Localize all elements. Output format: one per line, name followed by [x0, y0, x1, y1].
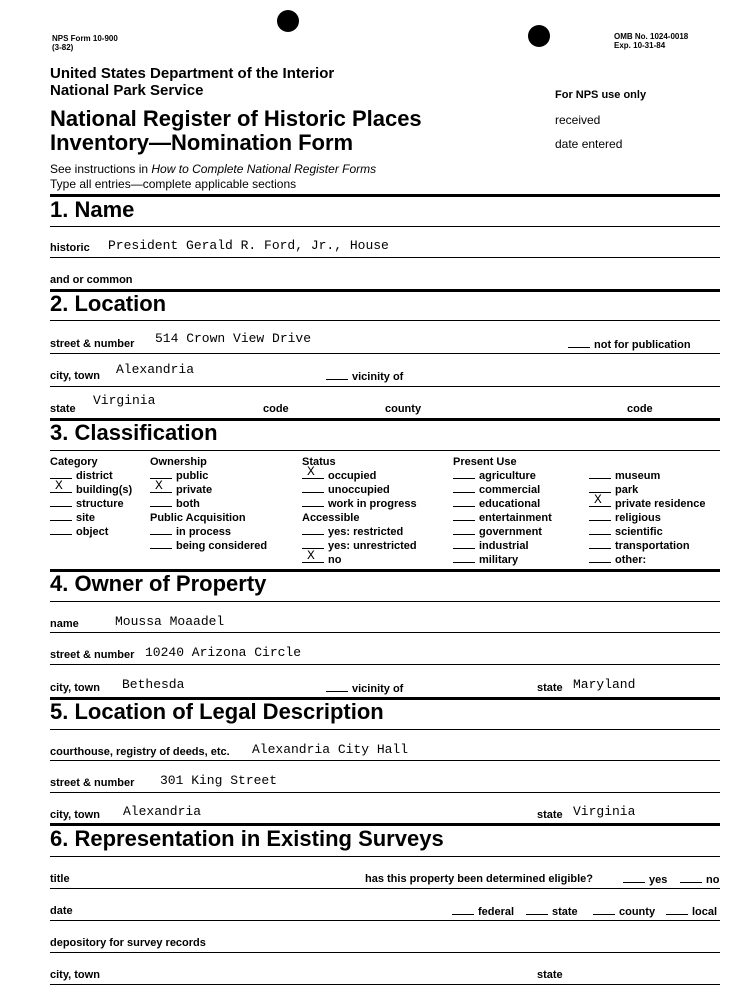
punch-hole-right — [528, 25, 550, 47]
owner-street-label: street & number — [50, 649, 135, 661]
date-entered-label: date entered — [555, 137, 623, 151]
common-label: and or common — [50, 274, 133, 286]
section-1-title: 1. Name — [50, 197, 135, 222]
present-use-col1: agriculture commercial educational entertainment government industrial military — [453, 469, 552, 567]
expiration: Exp. 10-31-84 — [614, 41, 666, 50]
owner-city-label: city, town — [50, 682, 100, 694]
received-label: received — [555, 113, 601, 127]
county-code-label: code — [627, 403, 653, 415]
status-list: X occupied unoccupied work in progress Accessible yes: restricted yes: unrestricted X no — [302, 464, 417, 566]
code-label: code — [263, 403, 289, 415]
city-label: city, town — [50, 370, 100, 382]
historic-label: historic — [50, 242, 90, 254]
ownership-label: Ownership — [150, 456, 207, 468]
vicinity-of: vicinity of — [326, 370, 403, 383]
section-5-title: 5. Location of Legal Description — [50, 699, 384, 724]
owner-name-label: name — [50, 618, 79, 630]
section-2-title: 2. Location — [50, 291, 167, 316]
present-use-col2: museum park X private residence religious scientific transportation other: — [589, 469, 706, 567]
nps-use: For NPS use only — [555, 89, 647, 101]
service: National Park Service — [50, 82, 204, 99]
section-6-title: 6. Representation in Existing Surveys — [50, 826, 444, 851]
eligible-no: no — [680, 873, 719, 886]
category-list: district X building(s) structure site object — [50, 469, 132, 539]
accessible-label: Accessible — [302, 512, 360, 524]
legal-state: Virginia — [573, 804, 636, 819]
level-state: state — [526, 905, 578, 918]
category-label: Category — [50, 456, 98, 468]
level-local: local — [666, 905, 717, 918]
survey-state-label: state — [537, 969, 563, 981]
legal-street: 301 King Street — [160, 773, 278, 788]
legal-street-label: street & number — [50, 777, 135, 789]
survey-title-label: title — [50, 873, 70, 885]
depository-label: depository for survey records — [50, 937, 206, 949]
ownership-list: public X private both Public Acquisition in process being considered — [150, 470, 268, 552]
owner-state: Maryland — [573, 677, 636, 692]
form-title: National Register of Historic Places — [50, 106, 422, 131]
street-label: street & number — [50, 338, 135, 350]
eligible-yes: yes — [623, 873, 667, 886]
department: United States Department of the Interior — [50, 65, 335, 82]
instructions-2: Type all entries—complete applicable sections — [50, 177, 297, 191]
legal-city-label: city, town — [50, 809, 100, 821]
section-3-title: 3. Classification — [50, 420, 218, 445]
omb-number: OMB No. 1024-0018 — [614, 32, 689, 41]
courthouse-value: Alexandria City Hall — [252, 742, 409, 757]
present-use-label: Present Use — [453, 456, 517, 468]
punch-hole-left — [277, 10, 299, 32]
owner-state-label: state — [537, 682, 563, 694]
acquisition-label: Public Acquisition — [150, 512, 246, 524]
level-county: county — [593, 905, 655, 918]
form-subtitle: Inventory—Nomination Form — [50, 130, 354, 155]
owner-vicinity: vicinity of — [326, 682, 403, 695]
city-value: Alexandria — [116, 362, 195, 377]
state-label: state — [50, 403, 76, 415]
street-value: 514 Crown View Drive — [155, 331, 312, 346]
instructions: See instructions in How to Complete National Register Forms — [50, 162, 377, 176]
status-label: Status — [302, 456, 336, 468]
survey-city-label: city, town — [50, 969, 100, 981]
legal-city: Alexandria — [123, 804, 202, 819]
state-value: Virginia — [93, 393, 156, 408]
owner-city: Bethesda — [122, 677, 185, 692]
courthouse-label: courthouse, registry of deeds, etc. — [50, 746, 230, 758]
not-for-publication: not for publication — [568, 338, 691, 351]
legal-state-label: state — [537, 809, 563, 821]
survey-date-label: date — [50, 905, 73, 917]
historic-name: President Gerald R. Ford, Jr., House — [108, 238, 389, 253]
form-revision: (3-82) — [52, 43, 74, 52]
owner-street: 10240 Arizona Circle — [145, 645, 302, 660]
level-federal: federal — [452, 905, 514, 918]
eligible-question: has this property been determined eligible? — [365, 873, 593, 885]
county-label: county — [385, 403, 422, 415]
section-4-title: 4. Owner of Property — [50, 571, 267, 596]
owner-name: Moussa Moaadel — [115, 614, 225, 629]
form-number: NPS Form 10-900 — [52, 34, 118, 43]
